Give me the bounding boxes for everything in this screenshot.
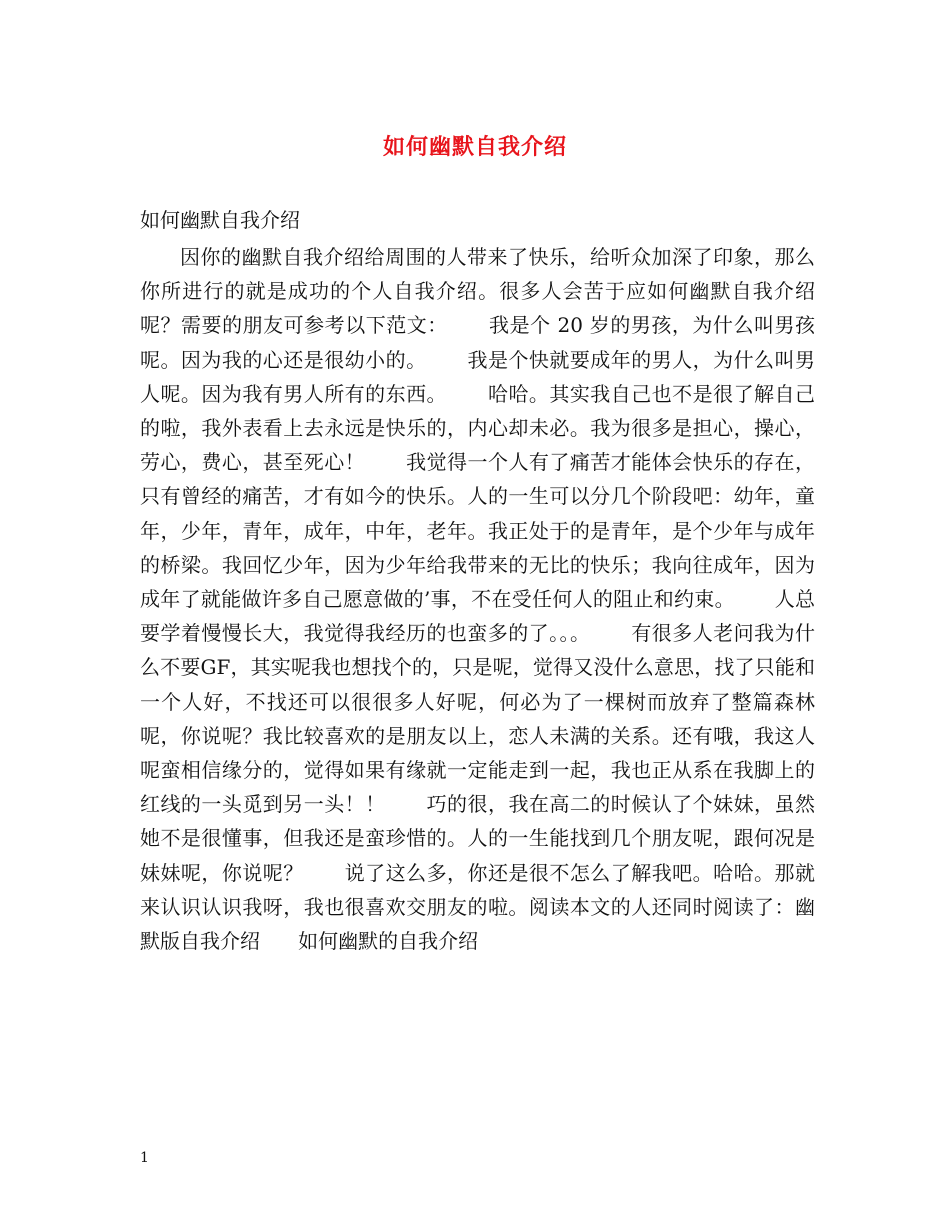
document-title: 如何幽默自我介绍 bbox=[382, 134, 567, 160]
body-paragraph: 因你的幽默自我介绍给周围的人带来了快乐，给听众加深了印象，那么你所进行的就是成功的个人自我介绍。很多人会苦于应如何幽默自我介绍呢？需要的朋友可参考以下范文： 我是个 20 岁的男孩，为什么叫男孩呢。因为我的心还是很幼小的。 我是个快就要成年的男人，为什么叫男人呢。因为我有男人所有的东西。 哈哈。其实我自己也不是很了解自己的啦，我外表看上去永远是快乐的，内心却未必。我为很多是担心，操心，劳心，费心，甚至死心！ 我觉得一个人有了痛苦才能体会快乐的存在，只有曾经的痛苦，才有如今的快乐。人的一生可以分几个阶段吧：幼年，童年，少年，青年，成年，中年，老年。我正处于的是青年，是个少年与成年的桥梁。我回忆少年，因为少年给我带来的无比的快乐；我向往成年，因为成年了就能做许多自己愿意做的’事，不在受任何人的阻止和约束。 人总要学着慢慢长大，我觉得我经历的也蛮多的了。。。 有很多人老问我为什么不要GF，其实呢我也想找个的，只是呢，觉得又没什么意思，找了只能和一个人好，不找还可以很很多人好呢，何必为了一棵树而放弃了整篇森林呢，你说呢？我比较喜欢的是朋友以上，恋人未满的关系。还有哦，我这人呢蛮相信缘分的，觉得如果有缘就一定能走到一起，我也正从系在我脚上的红线的一头觅到另一头！！ 巧的很，我在高二的时候认了个妹妹，虽然她不是很懂事，但我还是蛮珍惜的。人的一生能找到几个朋友呢，跟何况是妹妹呢，你说呢？ 说了这么多，你还是很不怎么了解我吧。哈哈。那就来认识认识我呀，我也很喜欢交朋友的啦。阅读本文的人还同时阅读了：幽默版自我介绍 如何幽默的自我介绍 bbox=[140, 245, 815, 954]
page-number: 1 bbox=[140, 1150, 149, 1166]
document-subtitle: 如何幽默自我介绍 bbox=[140, 208, 300, 232]
